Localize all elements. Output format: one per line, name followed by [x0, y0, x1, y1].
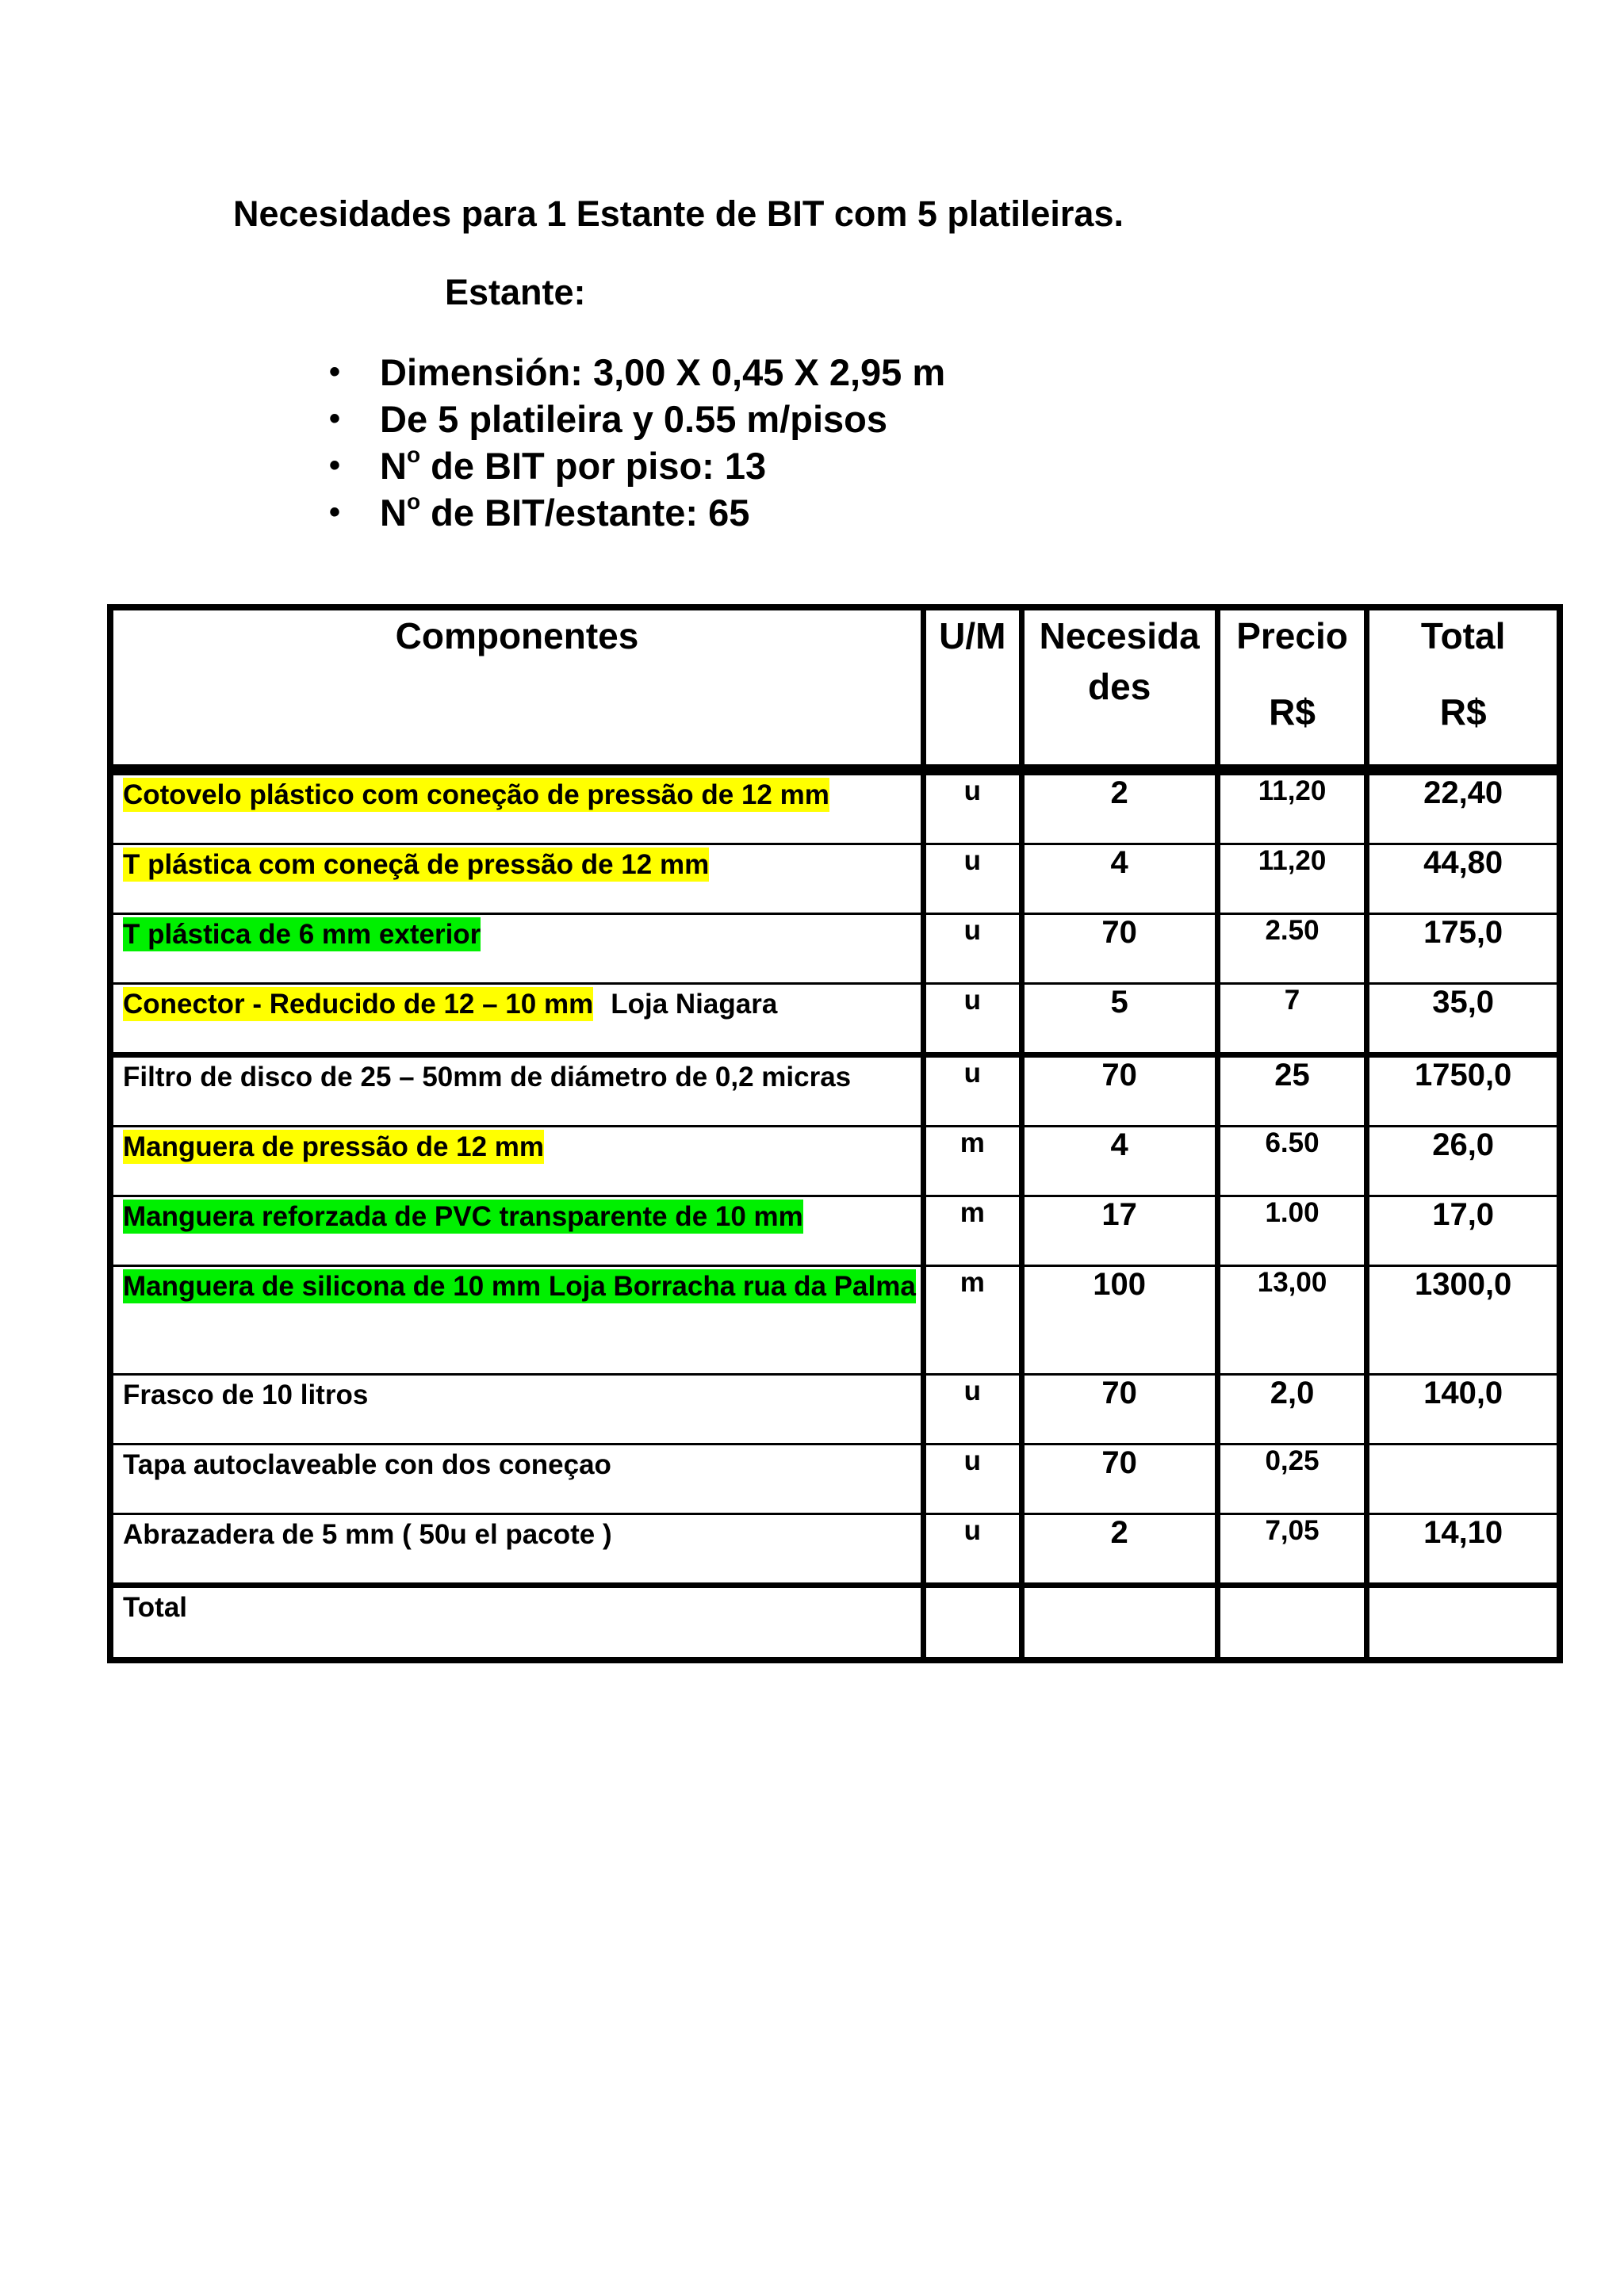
header-componentes: Componentes [110, 607, 923, 770]
price-cell: 0,25 [1217, 1445, 1366, 1514]
um-cell: u [923, 1055, 1021, 1127]
component-name: Manguera reforzada de PVC transparente de 10 mm [123, 1201, 803, 1232]
price-cell: 2,0 [1217, 1375, 1366, 1445]
price-cell: 7 [1217, 984, 1366, 1055]
price-cell: 6.50 [1217, 1127, 1366, 1196]
component-name: Manguera de silicona de 10 mm Loja Borracha rua da Palma [123, 1271, 916, 1302]
qty-cell: 4 [1021, 1127, 1217, 1196]
qty-cell: 2 [1021, 1514, 1217, 1586]
price-cell: 25 [1217, 1055, 1366, 1127]
table-header-row [110, 607, 1560, 770]
header-precio: Precio R$ [1217, 607, 1366, 770]
component-cell [110, 1127, 923, 1196]
um-cell: u [923, 1445, 1021, 1514]
table-row [110, 1055, 1560, 1127]
spec-item: • De 5 platileira y 0.55 m/pisos [329, 396, 945, 442]
component-cell [110, 1196, 923, 1266]
component-cell [110, 914, 923, 984]
table-row [110, 1514, 1560, 1586]
table-row [110, 1445, 1560, 1514]
price-cell: 7,05 [1217, 1514, 1366, 1586]
table-row [110, 1375, 1560, 1445]
table-row [110, 914, 1560, 984]
total-cell: 14,10 [1367, 1514, 1560, 1586]
component-name: Filtro de disco de 25 – 50mm de diámetro de 0,2 micras [123, 1062, 852, 1093]
table-row [110, 1266, 1560, 1375]
qty-cell: 70 [1021, 1375, 1217, 1445]
qty-cell: 2 [1021, 770, 1217, 844]
component-name: Tapa autoclaveable con dos coneçao [123, 1449, 611, 1480]
um-cell: u [923, 844, 1021, 914]
um-cell: u [923, 1514, 1021, 1586]
total-cell: 1750,0 [1367, 1055, 1560, 1127]
total-cell: 22,40 [1367, 770, 1560, 844]
table-row [110, 1127, 1560, 1196]
spec-item: • Dimensión: 3,00 X 0,45 X 2,95 m [329, 349, 945, 396]
component-name: Cotovelo plástico com coneção de pressão de 12 mm [123, 779, 829, 810]
table-row [110, 770, 1560, 844]
total-price-cell [1217, 1586, 1366, 1661]
um-cell: u [923, 1375, 1021, 1445]
spec-list [329, 349, 945, 536]
total-sum-cell [1367, 1586, 1560, 1661]
component-name: Abrazadera de 5 mm ( 50u el pacote ) [123, 1519, 612, 1550]
table-row [110, 844, 1560, 914]
header-total: Total R$ [1367, 607, 1560, 770]
qty-cell: 70 [1021, 1445, 1217, 1514]
um-cell: m [923, 1266, 1021, 1375]
total-row [110, 1586, 1560, 1661]
price-cell: 13,00 [1217, 1266, 1366, 1375]
component-cell [110, 770, 923, 844]
components-table [107, 604, 1563, 1663]
component-cell [110, 1514, 923, 1586]
bullet-icon: • [329, 495, 341, 530]
qty-cell: 70 [1021, 1055, 1217, 1127]
total-cell: 35,0 [1367, 984, 1560, 1055]
price-cell: 2.50 [1217, 914, 1366, 984]
um-cell: m [923, 1196, 1021, 1266]
component-cell [110, 984, 923, 1055]
price-cell: 11,20 [1217, 770, 1366, 844]
price-cell: 1.00 [1217, 1196, 1366, 1266]
total-qty-cell [1021, 1586, 1217, 1661]
total-cell: 1300,0 [1367, 1266, 1560, 1375]
table-row [110, 1196, 1560, 1266]
qty-cell: 5 [1021, 984, 1217, 1055]
total-cell: 140,0 [1367, 1375, 1560, 1445]
um-cell: u [923, 914, 1021, 984]
table-row [110, 984, 1560, 1055]
component-name: T plástica com coneçã de pressão de 12 mm [123, 849, 710, 880]
total-cell [1367, 1445, 1560, 1514]
header-um: U/M [923, 607, 1021, 770]
total-um-cell [923, 1586, 1021, 1661]
qty-cell: 17 [1021, 1196, 1217, 1266]
total-cell: 26,0 [1367, 1127, 1560, 1196]
header-necesidades: Necesida des [1021, 607, 1217, 770]
bullet-icon: • [329, 401, 341, 436]
component-cell [110, 1266, 923, 1375]
component-name: T plástica de 6 mm exterior [123, 919, 481, 950]
bullet-icon: • [329, 354, 341, 389]
spec-item: • $N^o$ de BIT/estante: 65 [329, 489, 945, 536]
document-title: Necesidades para 1 Estante de BIT com 5 platileiras. [233, 193, 1124, 234]
qty-cell: 70 [1021, 914, 1217, 984]
um-cell: m [923, 1127, 1021, 1196]
price-cell: 11,20 [1217, 844, 1366, 914]
um-cell: u [923, 984, 1021, 1055]
total-cell: 44,80 [1367, 844, 1560, 914]
um-cell: u [923, 770, 1021, 844]
component-cell [110, 1375, 923, 1445]
total-cell: 175,0 [1367, 914, 1560, 984]
section-subtitle: Estante: [445, 272, 586, 312]
spec-item: • $N^o$ de BIT por piso: 13 [329, 442, 945, 489]
component-name: Manguera de pressão de 12 mm [123, 1131, 545, 1162]
component-store-note: Loja Niagara [611, 989, 778, 1020]
component-cell [110, 1055, 923, 1127]
component-cell [110, 1445, 923, 1514]
component-name: Conector - Reducido de 12 – 10 mm [123, 989, 594, 1020]
total-label: Total [110, 1586, 923, 1661]
component-cell [110, 844, 923, 914]
bullet-icon: • [329, 448, 341, 483]
total-cell: 17,0 [1367, 1196, 1560, 1266]
qty-cell: 4 [1021, 844, 1217, 914]
qty-cell: 100 [1021, 1266, 1217, 1375]
component-name: Frasco de 10 litros [123, 1380, 369, 1410]
